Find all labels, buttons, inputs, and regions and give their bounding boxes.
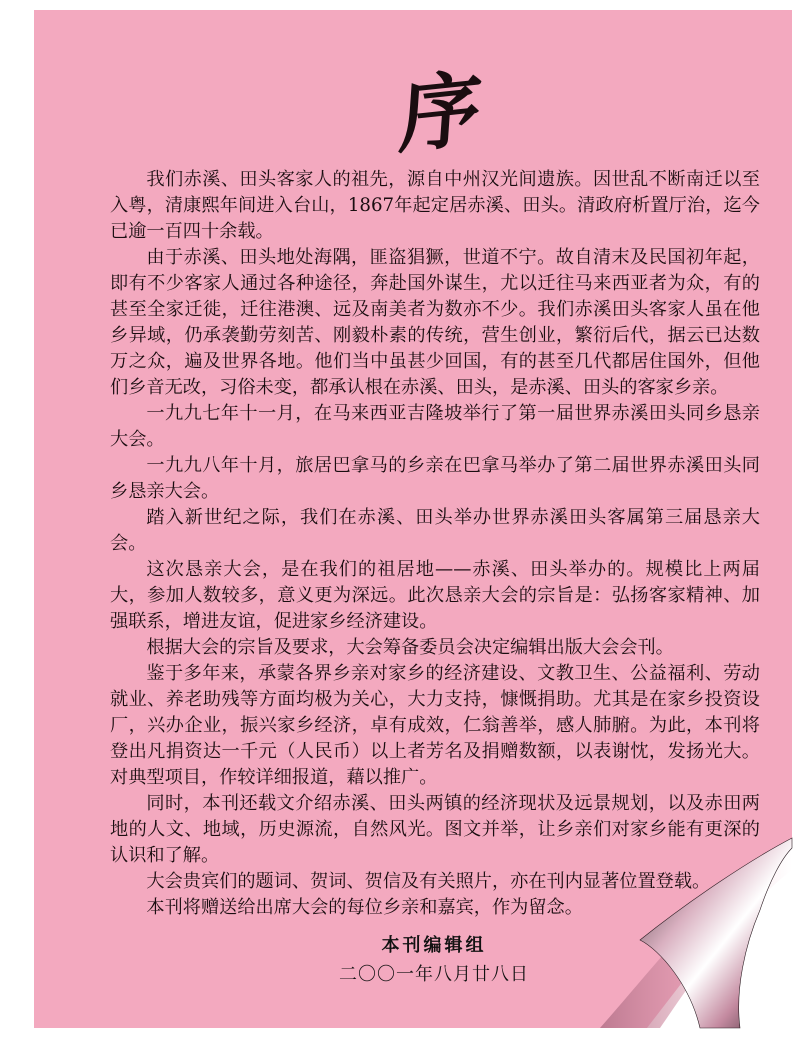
paragraph: 踏入新世纪之际，我们在赤溪、田头举办世界赤溪田头客属第三届恳亲大会。	[110, 507, 760, 554]
page-title: 序	[396, 60, 481, 166]
signature-date: 二〇〇一年八月廿八日	[339, 964, 529, 985]
paragraph: 这次恳亲大会，是在我们的祖居地——赤溪、田头举办的。规模比上两届大，参加人数较多，意义更为深远。此次恳亲大会的宗旨是：弘扬客家精神、加强联系，增进友谊，促进家乡经济建设。	[110, 559, 760, 632]
paragraph: 同时，本刊还载文介绍赤溪、田头两镇的经济现状及远景规划，以及赤田两地的人文、地域，历史源流，自然风光。图文并举，让乡亲们对家乡能有更深的认识和了解。	[110, 793, 760, 866]
paragraph: 本刊将赠送给出席大会的每位乡亲和嘉宾，作为留念。	[146, 897, 583, 918]
paragraph: 由于赤溪、田头地处海隅，匪盗猖獗，世道不宁。故自清末及民国初年起，即有不少客家人通过各种途径，奔赴国外谋生，尤以迁往马来西亚者为众，有的甚至全家迁徙，迁往港澳、远及南美者为数亦不少。我们赤溪田头客家人虽在他乡异域，仍承袭勤劳刻苦、刚毅朴素的传统，营生创业，繁衍后代，据云已达数万之众，遍及世界各地。他们当中虽甚少回国，有的甚至几代都居住国外，但他们乡音无改，习俗未变，都承认根在赤溪、田头，是赤溪、田头的客家乡亲。	[110, 247, 760, 398]
paragraph: 鉴于多年来，承蒙各界乡亲对家乡的经济建设、文教卫生、公益福利、劳动就业、养老助残等方面均极为关心，大力支持，慷慨捐助。尤其是在家乡投资设厂，兴办企业，振兴家乡经济，卓有成效，仁翁善举，感人肺腑。为此，本刊将登出凡捐资达一千元（人民币）以上者芳名及捐赠数额，以表谢忱，发扬光大。对典型项目，作较详细报道，藉以推广。	[110, 663, 760, 788]
paragraph: 根据大会的宗旨及要求，大会筹备委员会决定编辑出版大会会刊。	[146, 637, 674, 658]
signature-group: 本刊编辑组	[381, 935, 487, 956]
paragraph: 一九九七年十一月，在马来西亚吉隆坡举行了第一届世界赤溪田头同乡恳亲大会。	[110, 403, 760, 450]
paragraph: 一九九八年十月，旅居巴拿马的乡亲在巴拿马举办了第二届世界赤溪田头同乡恳亲大会。	[110, 455, 760, 502]
paragraph: 大会贵宾们的题词、贺词、贺信及有关照片，亦在刊内显著位置登载。	[146, 871, 711, 892]
paragraph: 我们赤溪、田头客家人的祖先，源自中州汉光间遗族。因世乱不断南迁以至入粤，清康熙年间进入台山，1867年起定居赤溪、田头。清政府析置厅治，迄今已逾一百四十余载。	[110, 169, 760, 242]
